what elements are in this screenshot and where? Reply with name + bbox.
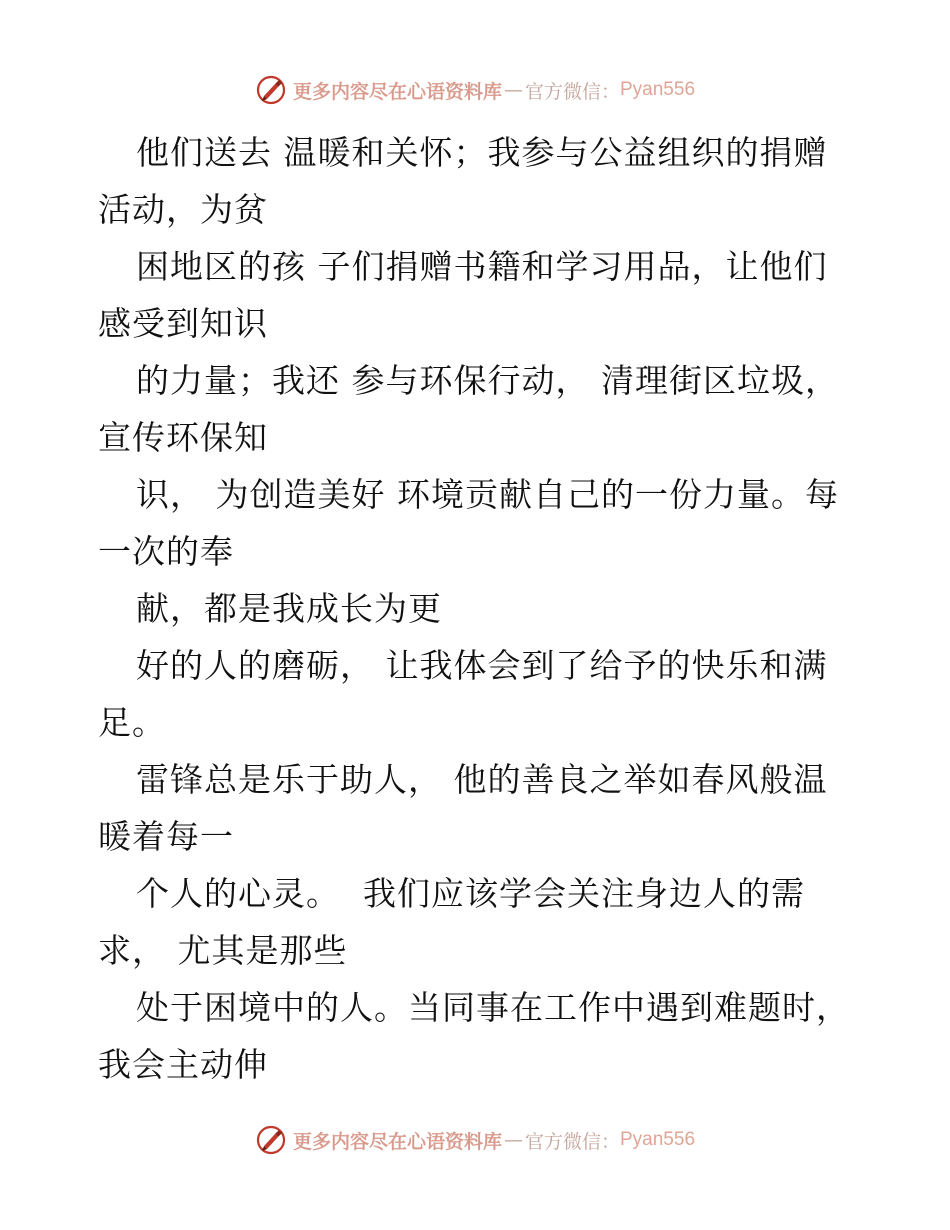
watermark-wechat-id: Pyan556 <box>620 79 696 100</box>
watermark-brand: 更多内容尽在心语资料库 <box>292 80 502 103</box>
text-line: 个人的心灵。 我们应该学会关注身边人的需 <box>136 874 805 913</box>
text-line: 我会主动伸 <box>98 1045 268 1084</box>
pen-logo-icon <box>255 1124 287 1156</box>
text-line: 他们送去 温暖和关怀；我参与公益组织的捐赠 <box>136 133 828 172</box>
watermark-dash: — <box>503 1129 523 1151</box>
text-line: 雷锋总是乐于助人， 他的善良之举如春风般温 <box>136 760 828 799</box>
watermark-official-label: 官方微信： <box>524 80 620 103</box>
text-line: 一次的奉 <box>98 532 234 571</box>
text-line: 的力量；我还 参与环保行动， 清理街区垃圾， <box>136 361 839 400</box>
watermark-brand: 更多内容尽在心语资料库 <box>292 1130 502 1153</box>
watermark-dash: — <box>503 79 523 101</box>
header-watermark <box>0 70 950 110</box>
text-line: 足。 <box>98 703 166 742</box>
text-line: 暖着每一 <box>98 817 234 856</box>
text-line: 献，都是我成长为更 <box>136 589 442 628</box>
text-line: 好的人的磨砺， 让我体会到了给予的快乐和满 <box>136 646 828 685</box>
text-line: 宣传环保知 <box>98 418 268 457</box>
text-line: 感受到知识 <box>98 304 268 343</box>
text-line: 活动，为贫 <box>98 190 268 229</box>
text-line: 求， 尤其是那些 <box>98 931 348 970</box>
text-line: 困地区的孩 子们捐赠书籍和学习用品，让他们 <box>136 247 828 286</box>
text-line: 识， 为创造美好 环境贡献自己的一份力量。每 <box>136 475 839 514</box>
watermark-wechat-id: Pyan556 <box>620 1129 696 1150</box>
watermark-official-label: 官方微信： <box>524 1130 620 1153</box>
document-body <box>98 124 878 1093</box>
footer-watermark <box>0 1120 950 1160</box>
text-line: 处于困境中的人。当同事在工作中遇到难题时， <box>136 988 850 1027</box>
pen-logo-icon <box>255 74 287 106</box>
